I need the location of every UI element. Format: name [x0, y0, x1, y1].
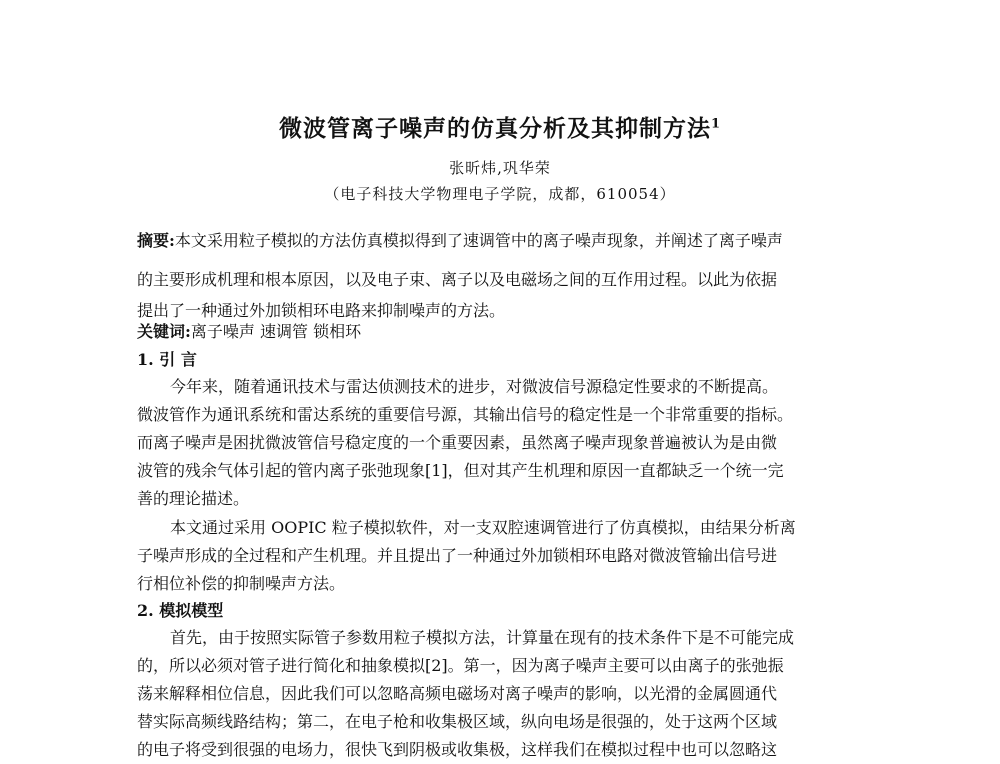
paragraph-line: 微波管作为通讯系统和雷达系统的重要信号源，其输出信号的稳定性是一个非常重要的指标。: [137, 405, 794, 424]
paragraph-line: 荡来解释相位信息，因此我们可以忽略高频电磁场对离子噪声的影响，以光滑的金属圆通代: [137, 684, 778, 703]
paragraph-line: 波管的残余气体引起的管内离子张弛现象[1]，但对其产生机理和原因一直都缺乏一个统一完: [137, 461, 784, 480]
paper-authors: 张昕炜,巩华荣: [449, 159, 551, 177]
model-paragraph-1: [137, 624, 873, 764]
paper-title: [0, 110, 1000, 143]
keywords-label: 关键词:: [137, 322, 191, 341]
title-footnote-mark: 1: [710, 116, 722, 132]
paragraph-line: 首先，由于按照实际管子参数用粒子模拟方法，计算量在现有的技术条件下是不可能完成: [170, 628, 795, 647]
paragraph-line: 的，所以必须对管子进行简化和抽象模拟[2]。第一，因为离子噪声主要可以由离子的张弛振: [137, 656, 784, 675]
keywords-text: 离子噪声 速调管 锁相环: [190, 322, 362, 341]
abstract-line: 的主要形成机理和根本原因，以及电子束、离子以及电磁场之间的互作用过程。以此为依据: [137, 270, 778, 289]
keywords-line: [137, 319, 871, 342]
paragraph-line: 子噪声形成的全过程和产生机理。并且提出了一种通过外加锁相环电路对微波管输出信号进: [137, 546, 778, 565]
paragraph-line: 行相位补偿的抑制噪声方法。: [137, 574, 346, 593]
paragraph-line: 善的理论描述。: [137, 489, 250, 508]
abstract-line: [137, 225, 871, 256]
section-heading-model: 2. 模拟模型: [137, 601, 224, 620]
abstract-label: 摘要:: [137, 231, 175, 250]
paragraph-line: 替实际高频线路结构；第二，在电子枪和收集极区域，纵向电场是很强的，处于这两个区域: [137, 712, 778, 731]
paragraph-line: 本文通过采用 OOPIC 粒子模拟软件，对一支双腔速调管进行了仿真模拟，由结果分析离: [170, 518, 796, 537]
paper-affiliation: （电子科技大学物理电子学院，成都，610054）: [324, 185, 676, 203]
paragraph-line: 今年来，随着通讯技术与雷达侦测技术的进步，对微波信号源稳定性要求的不断提高。: [170, 377, 779, 396]
paragraph-line: 的电子将受到很强的电场力，很快飞到阴极或收集极，这样我们在模拟过程中也可以忽略这: [137, 740, 778, 759]
abstract-block: [137, 225, 871, 326]
paragraph-line: 而离子噪声是困扰微波管信号稳定度的一个重要因素，虽然离子噪声现象普遍被认为是由微: [137, 433, 778, 452]
intro-paragraph-1: [137, 373, 873, 513]
abstract-line: 提出了一种通过外加锁相环电路来抑制噪声的方法。: [137, 301, 506, 320]
intro-paragraph-2: [137, 514, 873, 598]
paper-title-text: 微波管离子噪声的仿真分析及其抑制方法: [278, 115, 711, 142]
abstract-text: 本文采用粒子模拟的方法仿真模拟得到了速调管中的离子噪声现象，并阐述了离子噪声: [174, 231, 783, 250]
section-heading-introduction: 1. 引 言: [137, 350, 197, 369]
